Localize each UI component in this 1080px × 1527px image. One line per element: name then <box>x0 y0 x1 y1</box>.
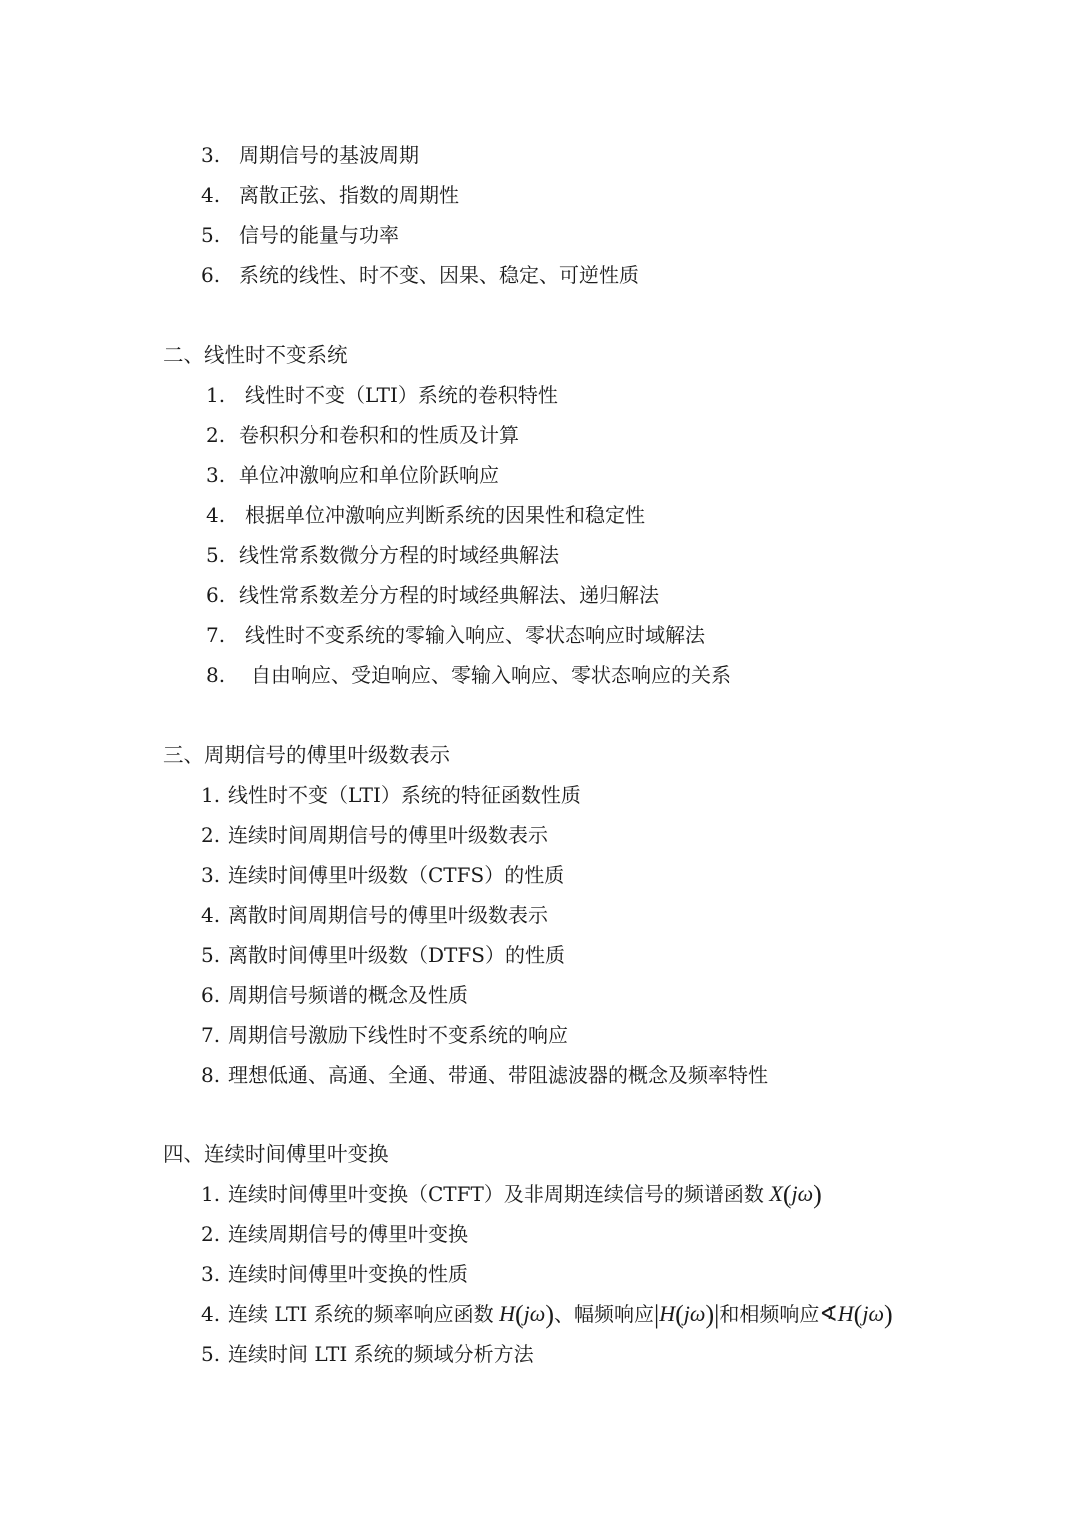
math-paren: ( <box>853 1300 863 1329</box>
list-item <box>201 901 548 929</box>
item-text: 根据单位冲激响应判断系统的因果性和稳定性 <box>245 503 645 527</box>
item-number: 7. <box>201 1023 221 1047</box>
item-text: 连续时间傅里叶变换的性质 <box>228 1262 468 1286</box>
item-number: 4. <box>201 183 221 207</box>
math-argument: jω <box>862 1301 884 1326</box>
math-paren: ) <box>545 1300 554 1329</box>
list-item <box>201 221 399 249</box>
math-argument: jω <box>683 1301 706 1326</box>
math-expression <box>764 1180 822 1209</box>
item-text: 周期信号频谱的概念及性质 <box>228 983 468 1007</box>
item-text: 、幅频响应 <box>554 1302 654 1326</box>
item-text: 线性常系数差分方程的时域经典解法、递归解法 <box>239 583 659 607</box>
item-number: 3. <box>206 463 226 487</box>
math-paren: ( <box>782 1180 792 1209</box>
list-item <box>201 821 548 849</box>
math-abs-bar: | <box>654 1300 660 1329</box>
item-text: 连续 LTI 系统的频率响应函数 <box>228 1302 494 1326</box>
math-expression <box>494 1300 554 1329</box>
item-text: 系统的线性、时不变、因果、稳定、可逆性质 <box>239 263 639 287</box>
math-argument: jω <box>523 1301 546 1326</box>
item-number: 3. <box>201 143 221 167</box>
item-text: 离散时间傅里叶级数（DTFS）的性质 <box>228 943 565 967</box>
item-number: 2. <box>201 1222 221 1246</box>
item-number: 6. <box>201 983 221 1007</box>
item-text: 离散时间周期信号的傅里叶级数表示 <box>228 903 548 927</box>
item-text: 周期信号的基波周期 <box>239 143 419 167</box>
item-number: 7. <box>206 623 226 647</box>
item-number: 5. <box>206 543 226 567</box>
item-text: 卷积积分和卷积和的性质及计算 <box>239 423 519 447</box>
item-text: 连续时间 LTI 系统的频域分析方法 <box>228 1342 534 1366</box>
item-text: 信号的能量与功率 <box>239 223 399 247</box>
item-number: 4. <box>201 1302 221 1326</box>
math-expression <box>819 1300 893 1329</box>
math-symbol: H <box>659 1301 676 1326</box>
item-text: 理想低通、高通、全通、带通、带阻滤波器的概念及频率特性 <box>228 1063 768 1087</box>
math-paren: ) <box>883 1300 893 1329</box>
list-item <box>201 981 468 1009</box>
list-item <box>206 501 645 529</box>
item-number: 8. <box>201 1063 221 1087</box>
item-text: 线性时不变（LTI）系统的特征函数性质 <box>228 783 581 807</box>
section-heading: 三、周期信号的傅里叶级数表示 <box>163 743 450 767</box>
item-number: 1. <box>201 1182 221 1206</box>
item-number: 4. <box>206 503 226 527</box>
item-number: 4. <box>201 903 221 927</box>
item-text: 线性时不变（LTI）系统的卷积特性 <box>245 383 558 407</box>
section-heading: 二、线性时不变系统 <box>163 343 348 367</box>
list-item <box>201 861 564 889</box>
item-number: 6. <box>201 263 221 287</box>
list-item <box>206 421 519 449</box>
list-item <box>206 581 659 609</box>
item-text: 连续周期信号的傅里叶变换 <box>228 1222 468 1246</box>
angle-symbol: ∢ <box>819 1301 838 1326</box>
item-number: 5. <box>201 943 221 967</box>
math-paren: ( <box>675 1300 684 1329</box>
list-item <box>206 621 705 649</box>
list-item <box>201 941 565 969</box>
math-paren: ( <box>515 1300 524 1329</box>
item-text: 连续时间傅里叶变换（CTFT）及非周期连续信号的频谱函数 <box>228 1182 764 1206</box>
item-text: 连续时间傅里叶级数（CTFS）的性质 <box>228 863 565 887</box>
item-number: 8. <box>206 663 226 687</box>
math-symbol: H <box>499 1301 515 1326</box>
math-paren: ) <box>705 1300 715 1329</box>
item-text: 单位冲激响应和单位阶跃响应 <box>239 463 499 487</box>
item-text: 线性常系数微分方程的时域经典解法 <box>239 543 559 567</box>
item-number: 5. <box>201 1342 221 1366</box>
math-abs-bar: | <box>714 1300 720 1329</box>
item-number: 5. <box>201 223 221 247</box>
list-item <box>201 1220 468 1248</box>
list-item <box>201 1260 468 1288</box>
item-number: 6. <box>206 583 226 607</box>
item-number: 2. <box>201 823 221 847</box>
item-text: 和相频响应 <box>719 1302 820 1326</box>
list-item <box>201 261 639 289</box>
item-text: 线性时不变系统的零输入响应、零状态响应时域解法 <box>245 623 705 647</box>
item-text: 周期信号激励下线性时不变系统的响应 <box>228 1023 568 1047</box>
item-number: 3. <box>201 863 221 887</box>
item-number: 1. <box>201 783 221 807</box>
list-item <box>201 1061 768 1089</box>
math-symbol: H <box>837 1301 854 1326</box>
list-item <box>201 781 581 809</box>
item-text: 离散正弦、指数的周期性 <box>239 183 459 207</box>
math-argument: jω <box>791 1181 814 1206</box>
list-item <box>206 381 558 409</box>
list-item <box>206 661 731 689</box>
list-item <box>201 1340 534 1368</box>
list-item <box>206 461 499 489</box>
math-paren: ) <box>813 1180 822 1209</box>
list-item <box>201 141 419 169</box>
section-heading: 四、连续时间傅里叶变换 <box>163 1142 389 1166</box>
item-number: 2. <box>206 423 226 447</box>
list-item <box>201 1021 568 1049</box>
item-text: 自由响应、受迫响应、零输入响应、零状态响应的关系 <box>251 663 731 687</box>
item-number: 1. <box>206 383 226 407</box>
list-item <box>201 181 459 209</box>
math-expression <box>654 1300 720 1329</box>
math-symbol: X <box>769 1181 783 1206</box>
list-item <box>201 1300 893 1328</box>
item-number: 3. <box>201 1262 221 1286</box>
list-item <box>206 541 559 569</box>
list-item <box>201 1180 822 1208</box>
item-text: 连续时间周期信号的傅里叶级数表示 <box>228 823 548 847</box>
